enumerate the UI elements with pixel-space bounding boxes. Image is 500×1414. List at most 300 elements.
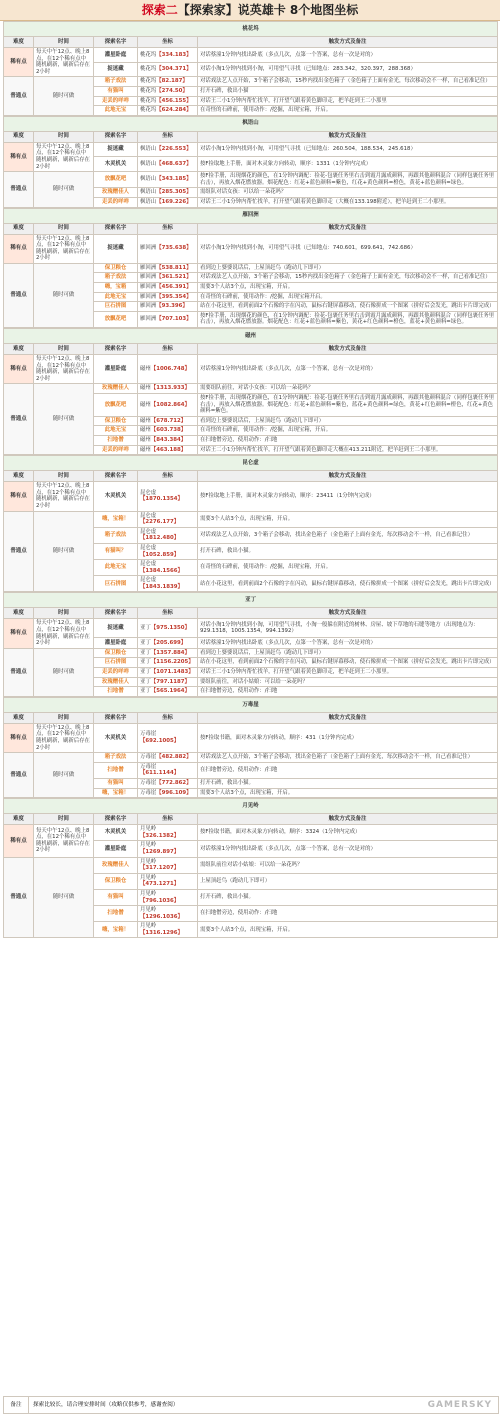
trigger-note: 在扫地僧旁边，使用动作：/扫地 <box>198 762 498 778</box>
map-section-table <box>3 592 498 696</box>
footer-label: 备注 <box>4 1397 29 1413</box>
map-name-text: 月见岭 <box>140 890 157 897</box>
map-name-text: 亚丁 <box>140 649 151 656</box>
coordinate-value: 【361.521】 <box>156 274 192 281</box>
refresh-time: 随时可做 <box>34 857 94 938</box>
map-section-table <box>3 21 498 116</box>
coordinate-value: 【468.637】 <box>156 160 192 167</box>
table-row <box>4 263 498 273</box>
map-name-text: 桃花坞 <box>140 51 157 58</box>
column-header: 探索名字 <box>94 712 138 723</box>
coordinate-value: 【482.882】 <box>156 754 192 761</box>
trigger-note: 看到边上婆婆说话后，上屋顶赶鸟（跑动几下即可） <box>198 263 498 273</box>
trigger-note: 对话蔡潼1分钟内找出卧底（多点几次，点第一个答案，总有一次是对的） <box>198 355 498 384</box>
map-name-text: 月见岭 <box>140 842 157 849</box>
refresh-time: 随时可做 <box>34 263 94 327</box>
column-header: 时间 <box>34 223 94 234</box>
coordinate-cell <box>138 677 198 687</box>
explore-name: 有猫叫？ <box>94 543 138 559</box>
map-name-text: 雁回洲 <box>140 293 157 300</box>
map-name-text: 万毒崖 <box>140 789 157 796</box>
coordinate-cell <box>138 922 198 938</box>
refresh-time: 随时可做 <box>34 384 94 455</box>
trigger-note: 看到边上婆婆说话后，上屋顶赶鸟（跑动几下即可） <box>198 416 498 426</box>
trigger-note: 站在小花这里，看到前面2个石像的字在闪动，鼠标右键屏幕移动，使石像拼成一个图案（拼好后会发光，跳出卡片即完成） <box>198 576 498 592</box>
coordinate-value: 【796.1036】 <box>140 897 180 904</box>
coordinate-value: 【692.1005】 <box>140 738 180 744</box>
coordinate-cell <box>138 302 198 312</box>
coordinate-value: 【1870.1354】 <box>140 496 183 503</box>
coordinate-cell <box>138 543 198 559</box>
table-row <box>4 753 498 763</box>
trigger-note: 打开石碑，救出小猫。 <box>198 778 498 788</box>
map-name-text: 雁回洲 <box>140 245 157 252</box>
map-name-text: 昆仑虚 <box>140 528 157 535</box>
coordinate-cell <box>138 292 198 302</box>
coordinate-value: 【463.188】 <box>150 446 187 453</box>
map-name-text: 枫语山 <box>140 146 157 153</box>
explore-name: 保卫粮仓 <box>94 648 138 658</box>
column-header-row <box>4 471 498 482</box>
section-map-name: 枫语山 <box>4 116 498 131</box>
trigger-note: 打开石碑，救出小猫 <box>198 86 498 96</box>
trigger-note: 需组队前往对话小姑娘：可以给一朵花吗？ <box>198 857 498 873</box>
common-kind-label: 普通点 <box>4 857 34 938</box>
map-name-text: 月见岭 <box>140 858 157 865</box>
trigger-note: 对话王二小1分钟内帮忙找羊，打开望气跟着黄色脚印走（大概在133.198附近），把羊赶到王二小那里。 <box>198 197 498 207</box>
column-header-row <box>4 37 498 48</box>
explore-name: 灌星卧庭 <box>94 355 138 384</box>
map-name-text: 昆仑虚 <box>140 544 157 551</box>
column-header: 探索名字 <box>94 131 138 142</box>
coordinate-cell <box>138 96 198 106</box>
map-name-text: 桃花坞 <box>140 78 157 85</box>
map-section-table <box>3 455 498 592</box>
section-header-row <box>4 116 498 131</box>
trigger-note: 对话王二小1分钟内帮忙找羊，打开望气跟着黄色脚印走，把羊赶到王二小那里 <box>198 96 498 106</box>
trigger-note: 对话戏法艺人点开始，3个箱子会移动，15秒内找出金色箱子（金色箱子上面有金光，每次移动会不一样，自己看准记住） <box>198 77 498 87</box>
coordinate-value: 【456.391】 <box>156 284 192 291</box>
trigger-note: 看到边上婆婆说话后，上屋顶赶鸟（跑动几下即可） <box>198 648 498 658</box>
column-header: 探索名字 <box>94 814 138 825</box>
rare-kind-label: 稀有点 <box>4 619 34 648</box>
coordinate-cell <box>138 263 198 273</box>
coordinate-cell <box>138 857 198 873</box>
coordinate-cell <box>138 762 198 778</box>
map-name-text: 万毒崖 <box>140 754 157 761</box>
column-header-row <box>4 712 498 723</box>
map-name-text: 枫语山 <box>140 198 157 205</box>
trigger-note: 对话王二小1分钟内帮忙找羊，打开望气跟着黄色脚印走，把羊赶到王二小那里。 <box>198 668 498 678</box>
explore-name: 木灵机关 <box>94 157 138 172</box>
trigger-note: 对话小淘1分钟内找到小淘，可用望气寻找（已知地点：260.504，188.534，245.618） <box>198 142 498 157</box>
column-header: 触发方式及备注 <box>198 471 498 482</box>
map-name-text: 桃花坞 <box>140 107 157 114</box>
trigger-note: 按F捡取书籍，面对木灵象方向转动，顺序：3324（1分钟内完成） <box>198 825 498 841</box>
explore-name: 保卫粮仓 <box>94 873 138 889</box>
map-name-text: 亚丁 <box>140 669 151 676</box>
coordinate-value: 【707.103】 <box>156 316 192 323</box>
coordinate-cell <box>138 435 198 445</box>
coordinate-cell <box>138 778 198 788</box>
map-section-table <box>3 798 498 938</box>
coordinate-value: 【1316.1296】 <box>140 929 183 936</box>
trigger-note: 按F捡手册，出现烟花的颜色，在1分钟内调配：捡花-包裹任务里右击到霞月露成颜料，再跟其他颜料混合（同样包裹任务里右击），再放入烟花燃放器。烟花配色：红花+蓝色颜料=紫色，蓝花+黄色颜料=绿色，黄花+红色颜料=橙色，红花+黄色颜料=紫色。 <box>198 394 498 417</box>
trigger-note: 打开石碑，救出小猫。 <box>198 889 498 905</box>
trigger-note: 在扫地僧旁边，使用动作：/扫地 <box>198 435 498 445</box>
explore-name: 木灵机关 <box>94 723 138 752</box>
common-kind-label: 普通点 <box>4 77 34 115</box>
column-header: 坐标 <box>138 131 198 142</box>
map-name-text: 雁回洲 <box>140 264 157 271</box>
footer-note <box>3 1396 499 1414</box>
column-header: 坐标 <box>138 608 198 619</box>
map-name-text: 亚丁 <box>140 624 151 631</box>
map-name-text: 亚丁 <box>140 678 151 685</box>
map-section-table <box>3 697 498 798</box>
trigger-note: 按F捡手册，出现烟花的颜色，在1分钟内调配：捡花-包裹任务里右击到霞月露成颜料，再跟其他颜料混合（同样包裹任务里右击），再放入烟花燃放器。烟花配色：红花+蓝色颜料=紫色，红花+黄色颜料=橙色，黄花+蓝色颜料=绿色。 <box>198 172 498 188</box>
refresh-time: 每天中午12点、晚上8点，在12个稀有点中随机刷新，刷新后存在2小时 <box>34 142 94 171</box>
section-map-name: 月见岭 <box>4 799 498 814</box>
trigger-note: 对话蔡潼1分钟内找出卧底（多点几次，点第一个答案，总有一次是对的） <box>198 48 498 63</box>
coordinate-value: 【611.1144】 <box>140 770 180 777</box>
trigger-note: 对话小淘1分钟内找到小淘，可用望气寻找（已知地点：740.601，699.641，742.686） <box>198 234 498 263</box>
coordinate-value: 【975.1350】 <box>150 624 190 631</box>
coordinate-value: 【169.226】 <box>156 198 192 205</box>
coordinate-cell <box>138 576 198 592</box>
trigger-note: 在奇怪的石碑前，使用动作：/挖掘，出现宝箱，开启。 <box>198 106 498 116</box>
table-row <box>4 355 498 384</box>
coordinate-cell <box>138 62 198 77</box>
map-name-text: 磁州 <box>140 385 151 392</box>
column-header-row <box>4 344 498 355</box>
trigger-note: 需要组队前往，对话小女孩：可以给一朵花吗？ <box>198 384 498 394</box>
explore-name: 走丢的咩咩 <box>94 445 138 455</box>
column-header: 触发方式及备注 <box>198 344 498 355</box>
explore-name: 保卫粮仓 <box>94 263 138 273</box>
coordinate-value: 【1384.1566】 <box>140 567 183 574</box>
table-row <box>4 77 498 87</box>
map-name-text: 磁州 <box>140 427 151 434</box>
coordinate-value: 【1052.859】 <box>140 551 180 558</box>
column-header: 坐标 <box>138 814 198 825</box>
column-header: 难度 <box>4 131 34 142</box>
explore-name: 箱子戏法 <box>94 753 138 763</box>
coordinate-cell <box>138 648 198 658</box>
map-name-text: 月见岭 <box>140 923 157 930</box>
coordinate-cell <box>138 906 198 922</box>
explore-name: 玫瑰赠佳人 <box>94 188 138 198</box>
explore-name: 巨石拼图 <box>94 302 138 312</box>
coordinate-cell <box>138 394 198 417</box>
column-header: 触发方式及备注 <box>198 814 498 825</box>
column-header: 时间 <box>34 344 94 355</box>
common-kind-label: 普通点 <box>4 753 34 798</box>
trigger-note: 在奇怪的石碑前，使用动作：/挖掘，出现宝箱，开启。 <box>198 426 498 436</box>
map-name-text: 万毒崖 <box>140 763 157 770</box>
column-header: 时间 <box>34 131 94 142</box>
explore-name: 灌星卧庭 <box>94 48 138 63</box>
section-header-row <box>4 593 498 608</box>
refresh-time: 每天中午12点、晚上8点，在12个稀有点中随机刷新，刷新后存在2小时 <box>34 355 94 384</box>
coordinate-value: 【2276.177】 <box>140 519 180 526</box>
trigger-note: 上屋顶赶鸟（跑动几下即可） <box>198 873 498 889</box>
column-header: 难度 <box>4 608 34 619</box>
sections-container <box>0 21 500 938</box>
map-name-text: 磁州 <box>140 365 151 372</box>
section-map-name: 万毒崖 <box>4 697 498 712</box>
trigger-note: 对话戏法艺人点开始，3个箱子会移动，找出金色箱子（金色箱子上面有金光，每次移动会不一样，自己看准记住） <box>198 527 498 543</box>
column-header: 探索名字 <box>94 608 138 619</box>
explore-name: 有猫叫 <box>94 889 138 905</box>
map-name-text: 桃花坞 <box>140 97 157 104</box>
coordinate-cell <box>138 511 198 527</box>
explore-name: 走丢的咩咩 <box>94 668 138 678</box>
refresh-time: 每天中午12点、晚上8点，在12个稀有点中随机刷新，刷新后存在2小时 <box>34 619 94 648</box>
trigger-note: 在扫地僧旁边，使用动作：/扫地 <box>198 687 498 697</box>
column-header: 坐标 <box>138 712 198 723</box>
coordinate-value: 【473.1271】 <box>140 881 180 888</box>
coordinate-value: 【1357.884】 <box>150 649 190 656</box>
coordinate-cell <box>138 234 198 263</box>
explore-name: 放飘花吧 <box>94 394 138 417</box>
column-header: 时间 <box>34 814 94 825</box>
map-name-text: 昆仑虚 <box>140 577 157 584</box>
explore-name: 走丢的咩咩 <box>94 96 138 106</box>
table-row <box>4 482 498 511</box>
explore-name: 放飘花吧 <box>94 172 138 188</box>
section-map-name: 昆仑虚 <box>4 456 498 471</box>
trigger-note: 按F捡手册，出现烟花的颜色，在1分钟内调配：捡花-包裹任务里右击到霞月露成颜料，再跟其他颜料混合（同样包裹任务里右击），再放入烟花燃放器。烟花配色：红花+蓝色颜料=紫色，黄花+红色颜料=橙色，蓝花+黄色颜料=绿色。 <box>198 311 498 327</box>
coordinate-cell <box>138 106 198 116</box>
trigger-note: 在扫地僧旁边，使用动作：/扫地 <box>198 906 498 922</box>
explore-name: 此地无宝 <box>94 560 138 576</box>
rare-kind-label: 稀有点 <box>4 825 34 857</box>
coordinate-cell <box>138 723 198 752</box>
footer-text: 探索比较长，请合理安排时间（攻略仅供参考，感谢查阅） <box>33 1402 179 1408</box>
coordinate-cell <box>138 841 198 857</box>
map-name-text: 枫语山 <box>140 176 157 183</box>
coordinate-cell <box>138 273 198 283</box>
table-row <box>4 48 498 63</box>
map-name-text: 雁回洲 <box>140 316 157 323</box>
trigger-note: 对话戏法艺人点开始，3个箱子会移动，15秒内找出金色箱子（金色箱子上面有金光，每次移动会不一样，自己看准记住） <box>198 273 498 283</box>
refresh-time: 随时可做 <box>34 511 94 592</box>
map-section-table <box>3 116 498 208</box>
map-name-text: 昆仑虚 <box>140 489 157 496</box>
explore-name: 捉迷藏 <box>94 234 138 263</box>
trigger-note: 需要3个人站3个点，出现宝箱，开启。 <box>198 283 498 293</box>
column-header: 坐标 <box>138 37 198 48</box>
section-header-row <box>4 799 498 814</box>
coordinate-cell <box>138 482 198 511</box>
coordinate-cell <box>138 197 198 207</box>
coordinate-cell <box>138 142 198 157</box>
map-name-text: 枫语山 <box>140 189 157 196</box>
table-row <box>4 648 498 658</box>
coordinate-cell <box>138 283 198 293</box>
column-header: 时间 <box>34 712 94 723</box>
column-header: 时间 <box>34 37 94 48</box>
explore-name: 此地无宝 <box>94 292 138 302</box>
trigger-note: 对话王二小1分钟内帮忙找羊，打开望气跟着黄色脚印走大概在413.211附近，把羊赶到王二小那里。 <box>198 445 498 455</box>
trigger-note: 需组队对话女孩：可以给一朵花吗？ <box>198 188 498 198</box>
column-header: 探索名字 <box>94 37 138 48</box>
table-row <box>4 825 498 841</box>
column-header-row <box>4 814 498 825</box>
refresh-time: 每天中午12点、晚上8点，在12个稀有点中随机刷新，刷新后存在2小时 <box>34 234 94 263</box>
section-header-row <box>4 208 498 223</box>
explore-name: 灌星卧庭 <box>94 637 138 648</box>
explore-name: 玫瑰赠佳人 <box>94 857 138 873</box>
coordinate-value: 【735.638】 <box>156 245 192 252</box>
table-row <box>4 857 498 873</box>
coordinate-cell <box>138 86 198 96</box>
explore-name: 走丢的咩咩 <box>94 197 138 207</box>
coordinate-value: 【343.185】 <box>156 176 192 183</box>
coordinate-cell <box>138 825 198 841</box>
column-header: 难度 <box>4 344 34 355</box>
column-header: 难度 <box>4 37 34 48</box>
column-header: 触发方式及备注 <box>198 131 498 142</box>
map-name-text: 万毒崖 <box>140 731 157 738</box>
coordinate-value: 【326.1382】 <box>140 832 180 839</box>
coordinate-value: 【317.1207】 <box>140 865 180 872</box>
explore-name: 木灵机关 <box>94 825 138 841</box>
map-name-text: 亚丁 <box>140 639 151 646</box>
refresh-time: 随时可做 <box>34 77 94 115</box>
explore-name: 扫地僧 <box>94 906 138 922</box>
column-header: 触发方式及备注 <box>198 712 498 723</box>
coordinate-value: 【1082.864】 <box>150 401 190 408</box>
coordinate-value: 【1296.1036】 <box>140 913 183 920</box>
coordinate-value: 【772.862】 <box>156 779 192 786</box>
section-header-row <box>4 22 498 37</box>
coordinate-cell <box>138 687 198 697</box>
trigger-note: 按F捡取地上手册，面对木灵象方向转动，顺序：23411（1分钟内完成） <box>198 482 498 511</box>
refresh-time: 每天中午12点、晚上8点，在12个稀有点中随机刷新，刷新后存在2小时 <box>34 825 94 857</box>
trigger-note: 对话戏法艺人点开始，3个箱子会移动，找出金色箱子（金色箱子上面有金光，每次移动会不一样，自己看准记住） <box>198 753 498 763</box>
table-row <box>4 172 498 188</box>
explore-name: 嗨，宝箱 <box>94 283 138 293</box>
map-section-table <box>3 328 498 455</box>
coordinate-cell <box>138 668 198 678</box>
trigger-note: 需要3个人站3个点，出现宝箱，开启。 <box>198 788 498 798</box>
explore-name: 此地无宝 <box>94 106 138 116</box>
coordinate-value: 【1269.897】 <box>140 848 180 855</box>
coordinate-cell <box>138 527 198 543</box>
trigger-note: 打开石碑，救出小猫。 <box>198 543 498 559</box>
coordinate-value: 【226.553】 <box>156 146 192 153</box>
column-header: 坐标 <box>138 223 198 234</box>
coordinate-value: 【304.371】 <box>156 66 192 73</box>
trigger-note: 按F捡取地上手册，面对木灵象方向转动，顺序：1331（1分钟内完成） <box>198 157 498 172</box>
section-map-name: 桃花坞 <box>4 22 498 37</box>
common-kind-label: 普通点 <box>4 511 34 592</box>
common-kind-label: 普通点 <box>4 648 34 696</box>
explore-name: 箱子戏法 <box>94 77 138 87</box>
coordinate-cell <box>138 619 198 637</box>
trigger-note: 按F捡取书籍，面对木灵象方向转动，顺序：431（1分钟内完成） <box>198 723 498 752</box>
trigger-note: 站在小花这里，看到前面2个石像的字在闪动，鼠标右键屏幕移动，使石像拼成一个图案（拼好后会发光，跳出卡片即完成） <box>198 658 498 668</box>
column-header: 触发方式及备注 <box>198 608 498 619</box>
map-section-table <box>3 208 498 329</box>
trigger-note: 要组队前往，对话小姑娘：可以给一朵花吗？ <box>198 677 498 687</box>
explore-name: 扫地僧 <box>94 435 138 445</box>
map-name-text: 枫语山 <box>140 160 157 167</box>
coordinate-cell <box>138 560 198 576</box>
table-row <box>4 511 498 527</box>
map-name-text: 雁回洲 <box>140 284 157 291</box>
explore-name: 扫地僧 <box>94 687 138 697</box>
coordinate-cell <box>138 658 198 668</box>
common-kind-label: 普通点 <box>4 172 34 207</box>
refresh-time: 每天中午12点、晚上8点，在12个稀有点中随机刷新，刷新后存在2小时 <box>34 482 94 511</box>
coordinate-cell <box>138 416 198 426</box>
explore-name: 捉迷藏 <box>94 142 138 157</box>
trigger-note: 在奇怪的石碑前，使用动作：/挖掘，出现宝箱开启。 <box>198 292 498 302</box>
map-name-text: 雁回洲 <box>140 274 157 281</box>
coordinate-cell <box>138 77 198 87</box>
title-rest: 【探索家】说英雄卡 8个地图坐标 <box>177 3 359 17</box>
page-title <box>0 0 500 21</box>
column-header: 坐标 <box>138 344 198 355</box>
column-header: 时间 <box>34 608 94 619</box>
map-name-text: 磁州 <box>140 401 151 408</box>
coordinate-value: 【1313.933】 <box>150 385 190 392</box>
map-name-text: 雁回洲 <box>140 303 157 310</box>
trigger-note: 对话小淘1分钟内找到小淘，可用望气寻找，小淘一般躲在附近的树林、房屋、坡下草地的石缝等地方（出现地点为：929.1318，1005.1354，994.1392） <box>198 619 498 637</box>
section-map-name: 雁回洲 <box>4 208 498 223</box>
coordinate-cell <box>138 48 198 63</box>
map-name-text: 月见岭 <box>140 826 157 833</box>
map-name-text: 昆仑虚 <box>140 561 157 568</box>
column-header: 探索名字 <box>94 344 138 355</box>
table-row <box>4 619 498 637</box>
column-header: 难度 <box>4 712 34 723</box>
map-name-text: 亚丁 <box>140 688 151 695</box>
coordinate-cell <box>138 157 198 172</box>
trigger-note: 对话小淘1分钟内找到小淘，可用望气寻找（已知地点：283.342，320.397，288.368） <box>198 62 498 77</box>
section-header-row <box>4 329 498 344</box>
explore-name: 嗨，宝箱！ <box>94 511 138 527</box>
column-header: 触发方式及备注 <box>198 223 498 234</box>
coordinate-cell <box>138 889 198 905</box>
rare-kind-label: 稀有点 <box>4 234 34 263</box>
coordinate-value: 【456.155】 <box>156 97 192 104</box>
explore-name: 箱子戏法 <box>94 527 138 543</box>
explore-name: 木灵机关 <box>94 482 138 511</box>
coordinate-value: 【565.1964】 <box>150 688 190 695</box>
column-header: 坐标 <box>138 471 198 482</box>
map-name-text: 磁州 <box>140 417 151 424</box>
coordinate-value: 【996.109】 <box>156 789 192 796</box>
explore-name: 玫瑰赠佳人 <box>94 384 138 394</box>
explore-name: 放飘花吧 <box>94 311 138 327</box>
map-name-text: 桃花坞 <box>140 87 157 94</box>
coordinate-cell <box>138 188 198 198</box>
coordinate-value: 【285.305】 <box>156 189 192 196</box>
section-map-name: 磁州 <box>4 329 498 344</box>
coordinate-cell <box>138 788 198 798</box>
coordinate-value: 【624.284】 <box>156 107 192 114</box>
explore-name: 保卫粮仓 <box>94 416 138 426</box>
rare-kind-label: 稀有点 <box>4 723 34 752</box>
map-name-text: 桃花坞 <box>140 66 157 73</box>
explore-name: 扫地僧 <box>94 762 138 778</box>
column-header: 难度 <box>4 471 34 482</box>
coordinate-cell <box>138 355 198 384</box>
